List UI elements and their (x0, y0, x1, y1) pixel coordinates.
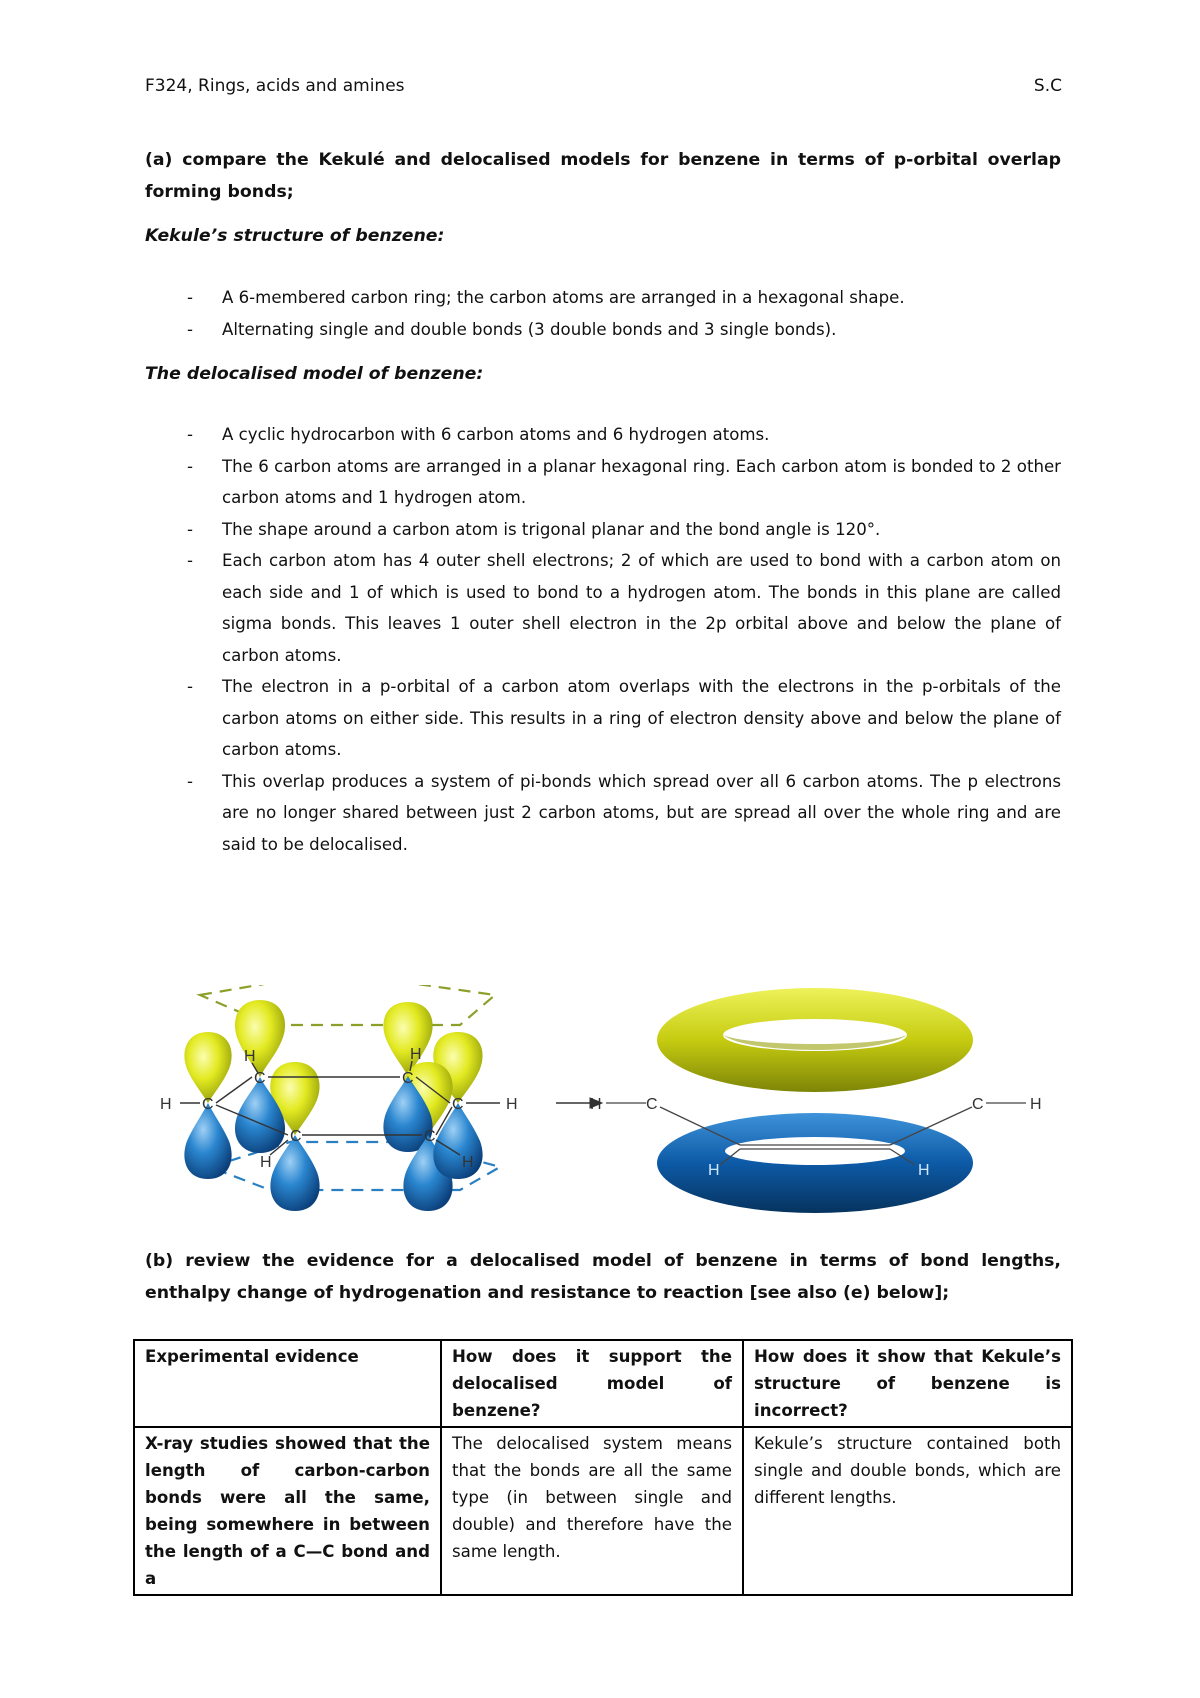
list-item: - This overlap produces a system of pi-bonds which spread over all 6 carbon atoms. The p electrons are no longer shared between just 2 carbon atoms, but are spread all over the whole ring and are said to be delocalised. (187, 771, 1061, 854)
kekule-heading: Kekule’s structure of benzene: (145, 226, 445, 246)
list-item: - A 6-membered carbon ring; the carbon atoms are arranged in a hexagonal shape. (187, 288, 905, 307)
list-item: - Alternating single and double bonds (3 double bonds and 3 single bonds). (187, 319, 837, 339)
torus-top (657, 988, 973, 1092)
atom-label: H (462, 1154, 474, 1171)
atom-label: C (452, 1096, 464, 1113)
list-item: - Each carbon atom has 4 outer shell electrons; 2 of which are used to bond with a carbon atom on each side and 1 of which is used to bond to a hydrogen atom. The bonds in this plane are called sigma bonds. This leaves 1 outer shell electron in the 2p orbital above and below the plane of carbon atoms. (187, 551, 1061, 665)
atom-label: H (590, 1096, 602, 1113)
atom-label: C (424, 1128, 436, 1145)
header-left: F324, Rings, acids and amines (145, 76, 405, 96)
list-item: - The shape around a carbon atom is trigonal planar and the bond angle is 120°. (187, 519, 881, 539)
table-header-row (134, 1340, 1072, 1427)
atom-label: C (290, 1128, 302, 1145)
atom-label: H (1030, 1096, 1042, 1113)
atom-label: H (160, 1096, 172, 1113)
list-item: - The electron in a p-orbital of a carbon atom overlaps with the electrons in the p-orbitals of the carbon atoms on either side. This results in a ring of electron density above and below the plane of carbon atoms. (187, 677, 1061, 759)
table-cell: Kekule’s structure contained both single and double bonds, which are different lengths. (743, 1427, 1072, 1595)
benzene-orbital-diagram (160, 985, 1100, 1220)
table-cell: The delocalised system means that the bonds are all the same type (in between single and double) and therefore have the same length. (441, 1427, 743, 1595)
atom-label: H (918, 1162, 930, 1179)
atom-label: H (260, 1154, 272, 1171)
delocalised-list (145, 419, 1061, 860)
atom-label: C (202, 1096, 214, 1113)
atom-label: H (708, 1162, 720, 1179)
list-item: - The 6 carbon atoms are arranged in a planar hexagonal ring. Each carbon atom is bonded to 2 other carbon atoms and 1 hydrogen atom. (187, 456, 1061, 507)
atom-label: C (646, 1096, 658, 1113)
question-b: (b) review the evidence for a delocalised model of benzene in terms of bond lengths, enthalpy change of hydrogenation and resistance to reaction [see also (e) below]; (145, 1251, 1061, 1303)
atom-label: C (254, 1070, 266, 1087)
p-orbital-lobes (184, 1000, 482, 1211)
atom-label: H (410, 1046, 422, 1063)
table-header-cell: How does it support the delocalised model of benzene? (441, 1340, 743, 1427)
table-row (134, 1427, 1072, 1595)
table-header-cell: How does it show that Kekule’s structure of benzene is incorrect? (743, 1340, 1072, 1427)
kekule-list (145, 282, 1061, 345)
header-right: S.C (1033, 76, 1062, 96)
table-header-cell: Experimental evidence (134, 1340, 441, 1427)
list-item: - A cyclic hydrocarbon with 6 carbon atoms and 6 hydrogen atoms. (187, 425, 770, 444)
question-a: (a) compare the Kekulé and delocalised models for benzene in terms of p-orbital overlap forming bonds; (145, 150, 1061, 202)
delocalised-heading: The delocalised model of benzene: (145, 364, 484, 384)
atom-label: C (402, 1070, 414, 1087)
atom-label: C (972, 1096, 984, 1113)
atom-label: H (506, 1096, 518, 1113)
atom-label: H (244, 1048, 256, 1065)
evidence-table (133, 1339, 1073, 1596)
table-cell: X-ray studies showed that the length of carbon-carbon bonds were all the same, being somewhere in between the length of a C—C bond and a (134, 1427, 441, 1595)
